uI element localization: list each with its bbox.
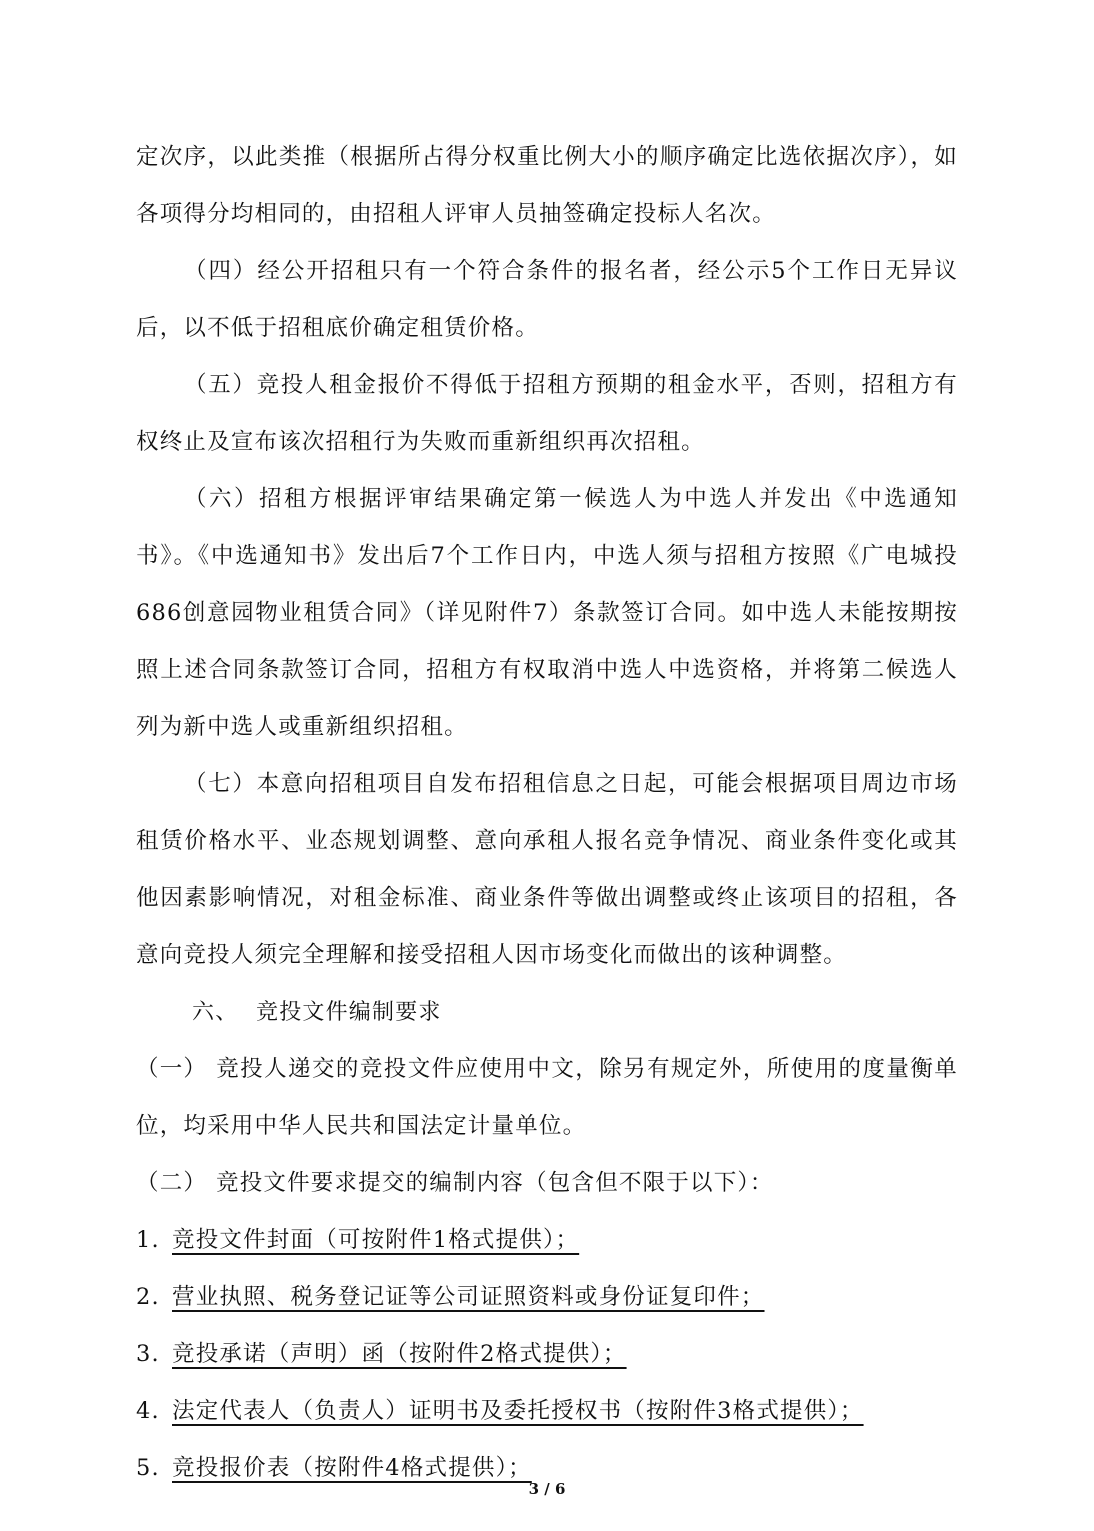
list-item-number: 5. xyxy=(136,1455,160,1481)
list-item-text: 竞投承诺（声明）函（按附件2格式提供）； xyxy=(172,1341,627,1367)
list-item xyxy=(136,1383,958,1440)
list-item xyxy=(136,1326,958,1383)
list-item xyxy=(136,1269,958,1326)
list-item-text: 竞投报价表（按附件4格式提供）； xyxy=(172,1455,532,1481)
list-item-number: 4. xyxy=(136,1398,160,1424)
section-title: 竞投文件编制要求 xyxy=(256,1000,442,1025)
section-heading-6 xyxy=(136,984,958,1041)
paragraph-item-7: （七）本意向招租项目自发布招租信息之日起，可能会根据项目周边市场租赁价格水平、业态规划调整、意向承租人报名竞争情况、商业条件变化或其他因素影响情况，对租金标准、商业条件等做出调整或终止该项目的招租，各意向竞投人须完全理解和接受招租人因市场变化而做出的该种调整。 xyxy=(136,771,958,968)
list-item-number: 3. xyxy=(136,1341,160,1367)
subsection-1 xyxy=(136,1041,958,1155)
paragraph-item-4: （四）经公开招租只有一个符合条件的报名者，经公示5个工作日无异议后，以不低于招租底价确定租赁价格。 xyxy=(136,258,958,341)
page-number: 3 / 6 xyxy=(528,1480,566,1498)
list-item xyxy=(136,1212,958,1269)
list-item-text: 法定代表人（负责人）证明书及委托授权书（按附件3格式提供）； xyxy=(172,1398,864,1424)
paragraph-continuation: 定次序，以此类推（根据所占得分权重比例大小的顺序确定比选依据次序），如各项得分均相同的，由招租人评审人员抽签确定投标人名次。 xyxy=(136,144,958,227)
document-body xyxy=(136,129,958,1497)
paragraph-item-6: （六）招租方根据评审结果确定第一候选人为中选人并发出《中选通知书》。《中选通知书》发出后7个工作日内，中选人须与招租方按照《广电城投686创意园物业租赁合同》（详见附件7）条款签订合同。如中选人未能按期按照上述合同条款签订合同，招租方有权取消中选人中选资格，并将第二候选人列为新中选人或重新组织招租。 xyxy=(136,486,958,740)
section-number: 六、 xyxy=(192,1000,239,1025)
subsection-number: （一） xyxy=(136,1056,208,1082)
list-item-number: 1. xyxy=(136,1227,160,1253)
subsection-2 xyxy=(136,1155,958,1212)
list-item-text: 竞投文件封面（可按附件1格式提供）； xyxy=(172,1227,580,1253)
paragraph-item-5: （五）竞投人租金报价不得低于招租方预期的租金水平，否则，招租方有权终止及宣布该次招租行为失败而重新组织再次招租。 xyxy=(136,372,958,455)
list-item-text: 营业执照、税务登记证等公司证照资料或身份证复印件； xyxy=(172,1284,765,1310)
subsection-number: （二） xyxy=(136,1170,208,1196)
list-item-number: 2. xyxy=(136,1284,160,1310)
subsection-text: 竞投人递交的竞投文件应使用中文，除另有规定外，所使用的度量衡单位，均采用中华人民共和国法定计量单位。 xyxy=(136,1056,958,1139)
subsection-text: 竞投文件要求提交的编制内容（包含但不限于以下）： xyxy=(216,1170,774,1196)
